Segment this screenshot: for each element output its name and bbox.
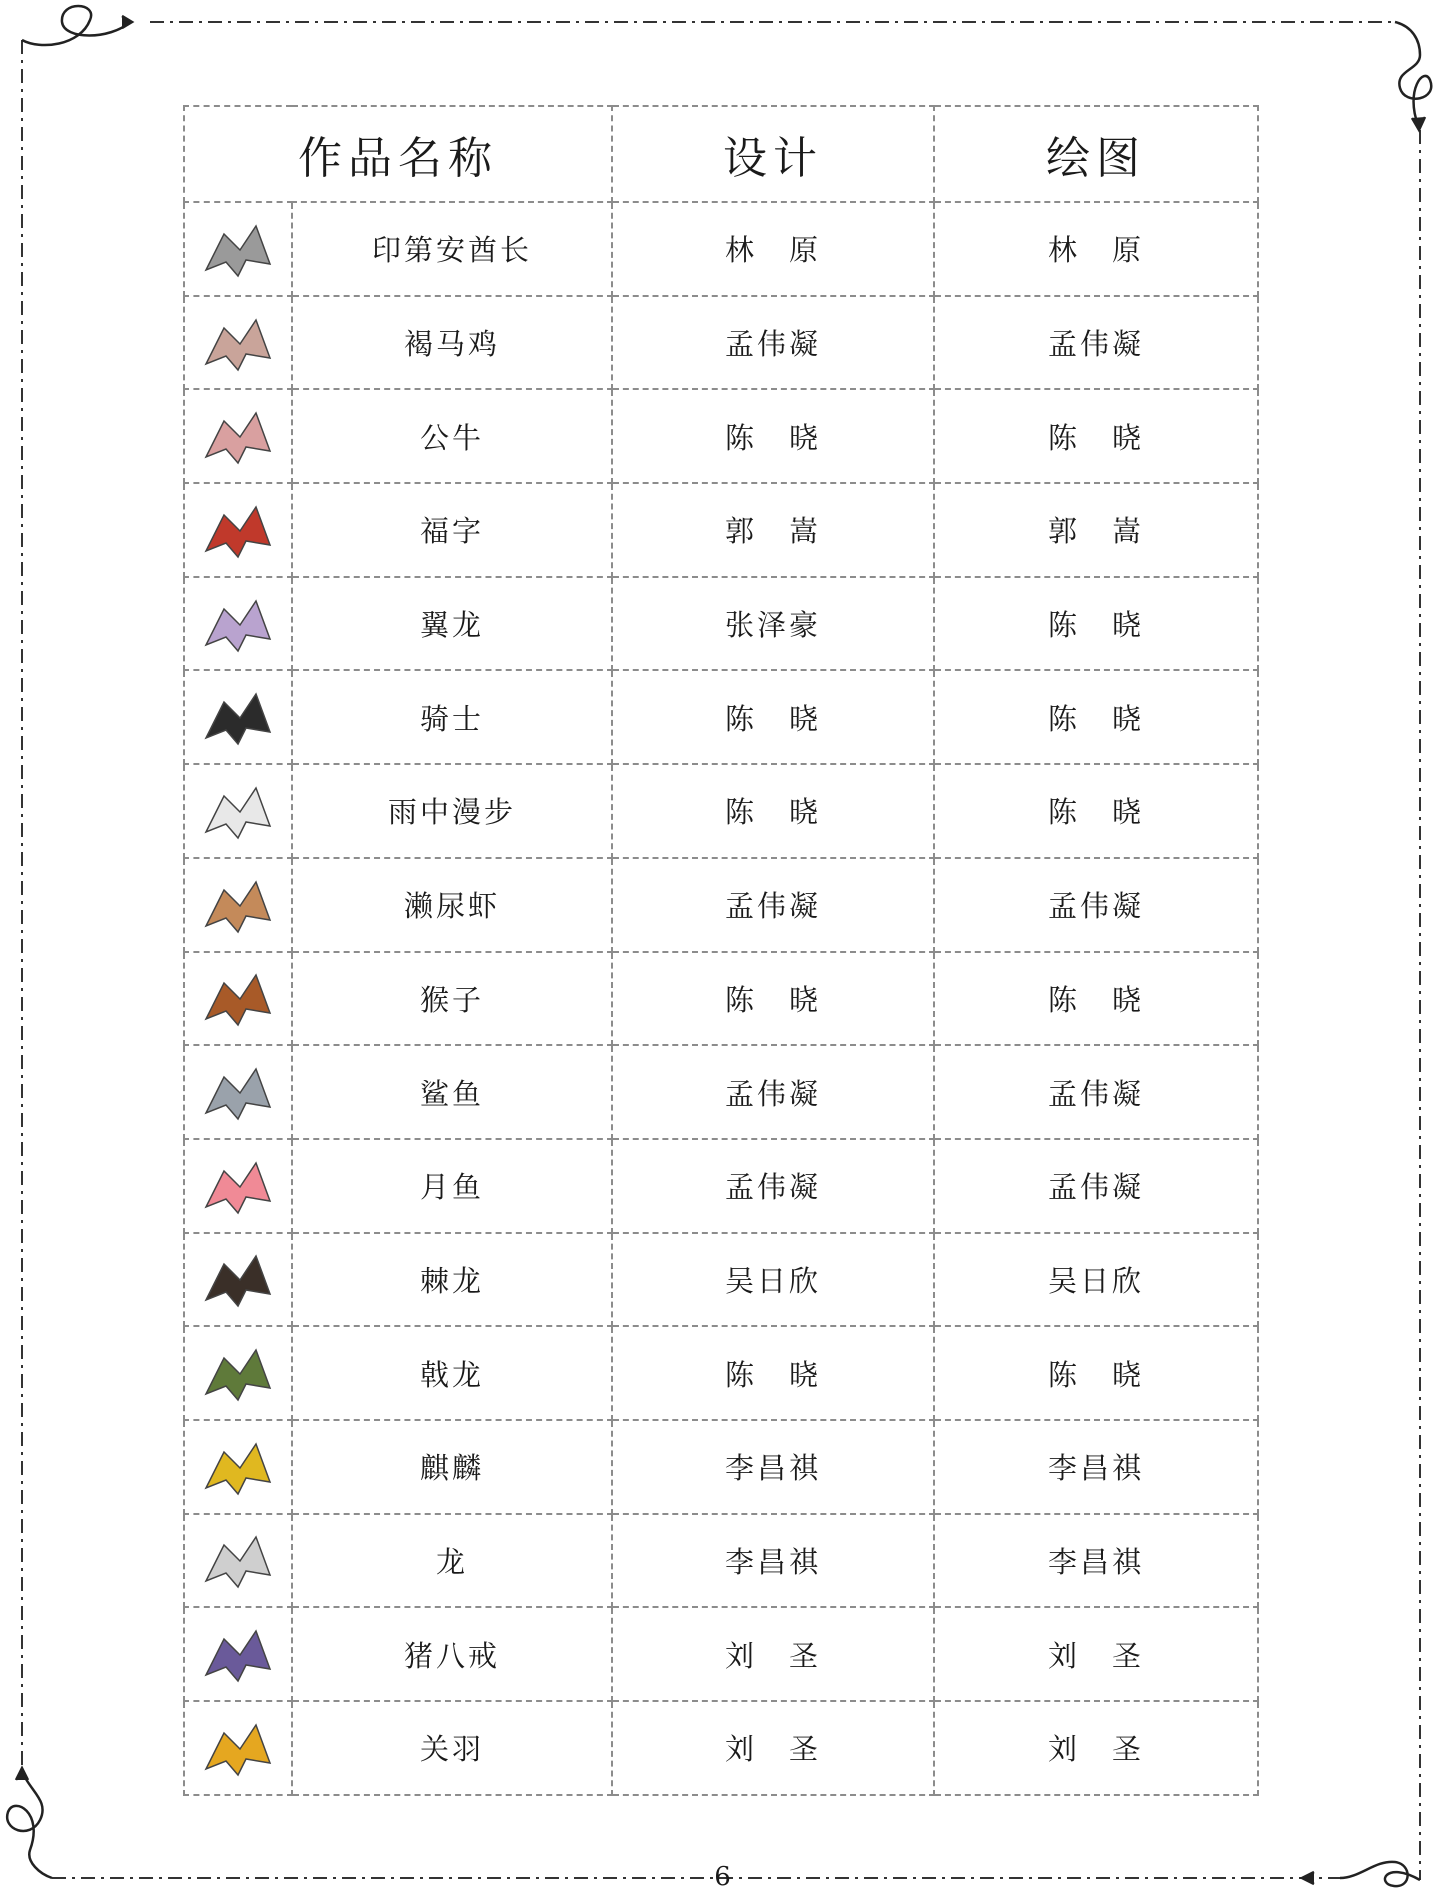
shark-icon [196, 1055, 280, 1129]
work-name-cell: 雨中漫步 [292, 764, 612, 858]
thumbnail-cell [184, 1139, 292, 1233]
work-name-cell: 濑尿虾 [292, 858, 612, 952]
designer-cell: 陈 晓 [612, 389, 934, 483]
table-row [184, 483, 1258, 577]
designer-cell: 郭 嵩 [612, 483, 934, 577]
illustrator-cell: 陈 晓 [934, 577, 1258, 671]
thumbnail-cell [184, 858, 292, 952]
pheasant-icon [196, 306, 280, 380]
work-name-cell: 印第安酋长 [292, 202, 612, 296]
corner-swirl-top-left [22, 6, 132, 45]
sunfish-icon [196, 1149, 280, 1223]
illustrator-cell: 郭 嵩 [934, 483, 1258, 577]
designer-cell: 孟伟凝 [612, 1139, 934, 1233]
work-name-cell: 麒麟 [292, 1420, 612, 1514]
spinosaurus-icon [196, 1242, 280, 1316]
table-row [184, 1045, 1258, 1139]
work-name-cell: 翼龙 [292, 577, 612, 671]
thumbnail-cell [184, 1607, 292, 1701]
table-row [184, 1326, 1258, 1420]
designer-cell: 陈 晓 [612, 764, 934, 858]
monkey-icon [196, 961, 280, 1035]
illustrator-cell: 孟伟凝 [934, 1045, 1258, 1139]
mantis-shrimp-icon [196, 868, 280, 942]
thumbnail-cell [184, 577, 292, 671]
designer-cell: 林 原 [612, 202, 934, 296]
fu-character-icon [196, 493, 280, 567]
table-row [184, 1607, 1258, 1701]
dragon-icon [196, 1523, 280, 1597]
illustrator-cell: 陈 晓 [934, 389, 1258, 483]
thumbnail-cell [184, 1701, 292, 1795]
qilin-icon [196, 1430, 280, 1504]
illustrator-cell: 李昌祺 [934, 1514, 1258, 1608]
work-name-cell: 关羽 [292, 1701, 612, 1795]
rain-walk-icon [196, 774, 280, 848]
thumbnail-cell [184, 483, 292, 577]
work-name-cell: 公牛 [292, 389, 612, 483]
works-table [183, 105, 1259, 1796]
guan-yu-icon [196, 1711, 280, 1785]
table-row [184, 296, 1258, 390]
illustrator-cell: 李昌祺 [934, 1420, 1258, 1514]
table-row [184, 1420, 1258, 1514]
work-name-cell: 福字 [292, 483, 612, 577]
illustrator-cell: 吴日欣 [934, 1233, 1258, 1327]
illustrator-cell: 陈 晓 [934, 952, 1258, 1046]
thumbnail-cell [184, 389, 292, 483]
table-row [184, 1701, 1258, 1795]
header-illustrator: 绘图 [934, 106, 1258, 202]
header-work-name: 作品名称 [184, 106, 612, 202]
thumbnail-cell [184, 1326, 292, 1420]
thumbnail-cell [184, 670, 292, 764]
work-name-cell: 猴子 [292, 952, 612, 1046]
designer-cell: 陈 晓 [612, 1326, 934, 1420]
work-name-cell: 骑士 [292, 670, 612, 764]
illustrator-cell: 刘 圣 [934, 1607, 1258, 1701]
thumbnail-cell [184, 1045, 292, 1139]
table-row [184, 858, 1258, 952]
designer-cell: 刘 圣 [612, 1701, 934, 1795]
illustrator-cell: 陈 晓 [934, 1326, 1258, 1420]
thumbnail-cell [184, 764, 292, 858]
designer-cell: 刘 圣 [612, 1607, 934, 1701]
designer-cell: 孟伟凝 [612, 1045, 934, 1139]
illustrator-cell: 林 原 [934, 202, 1258, 296]
table-row [184, 1233, 1258, 1327]
thumbnail-cell [184, 952, 292, 1046]
page-number: 6 [714, 1862, 731, 1892]
table-row [184, 670, 1258, 764]
thumbnail-cell [184, 202, 292, 296]
work-name-cell: 月鱼 [292, 1139, 612, 1233]
designer-cell: 孟伟凝 [612, 858, 934, 952]
work-name-cell: 褐马鸡 [292, 296, 612, 390]
pterosaur-icon [196, 587, 280, 661]
illustrator-cell: 孟伟凝 [934, 858, 1258, 952]
designer-cell: 李昌祺 [612, 1514, 934, 1608]
thumbnail-cell [184, 1233, 292, 1327]
illustrator-cell: 刘 圣 [934, 1701, 1258, 1795]
illustrator-cell: 陈 晓 [934, 670, 1258, 764]
illustrator-cell: 陈 晓 [934, 764, 1258, 858]
table-row [184, 1514, 1258, 1608]
table-row [184, 577, 1258, 671]
designer-cell: 陈 晓 [612, 952, 934, 1046]
table-row [184, 952, 1258, 1046]
thumbnail-cell [184, 296, 292, 390]
illustrator-cell: 孟伟凝 [934, 296, 1258, 390]
table-row [184, 202, 1258, 296]
knight-icon [196, 680, 280, 754]
thumbnail-cell [184, 1420, 292, 1514]
table-header-row [184, 106, 1258, 202]
designer-cell: 陈 晓 [612, 670, 934, 764]
bull-icon [196, 399, 280, 473]
table-row [184, 1139, 1258, 1233]
illustrator-cell: 孟伟凝 [934, 1139, 1258, 1233]
work-name-cell: 猪八戒 [292, 1607, 612, 1701]
triceratops-icon [196, 1336, 280, 1410]
work-name-cell: 龙 [292, 1514, 612, 1608]
work-name-cell: 棘龙 [292, 1233, 612, 1327]
designer-cell: 张泽豪 [612, 577, 934, 671]
corner-swirl-top-right [1395, 22, 1431, 130]
zhu-bajie-icon [196, 1617, 280, 1691]
indian-chief-icon [196, 212, 280, 286]
thumbnail-cell [184, 1514, 292, 1608]
designer-cell: 李昌祺 [612, 1420, 934, 1514]
designer-cell: 吴日欣 [612, 1233, 934, 1327]
designer-cell: 孟伟凝 [612, 296, 934, 390]
table-row [184, 764, 1258, 858]
header-designer: 设计 [612, 106, 934, 202]
table-row [184, 389, 1258, 483]
work-name-cell: 戟龙 [292, 1326, 612, 1420]
work-name-cell: 鲨鱼 [292, 1045, 612, 1139]
